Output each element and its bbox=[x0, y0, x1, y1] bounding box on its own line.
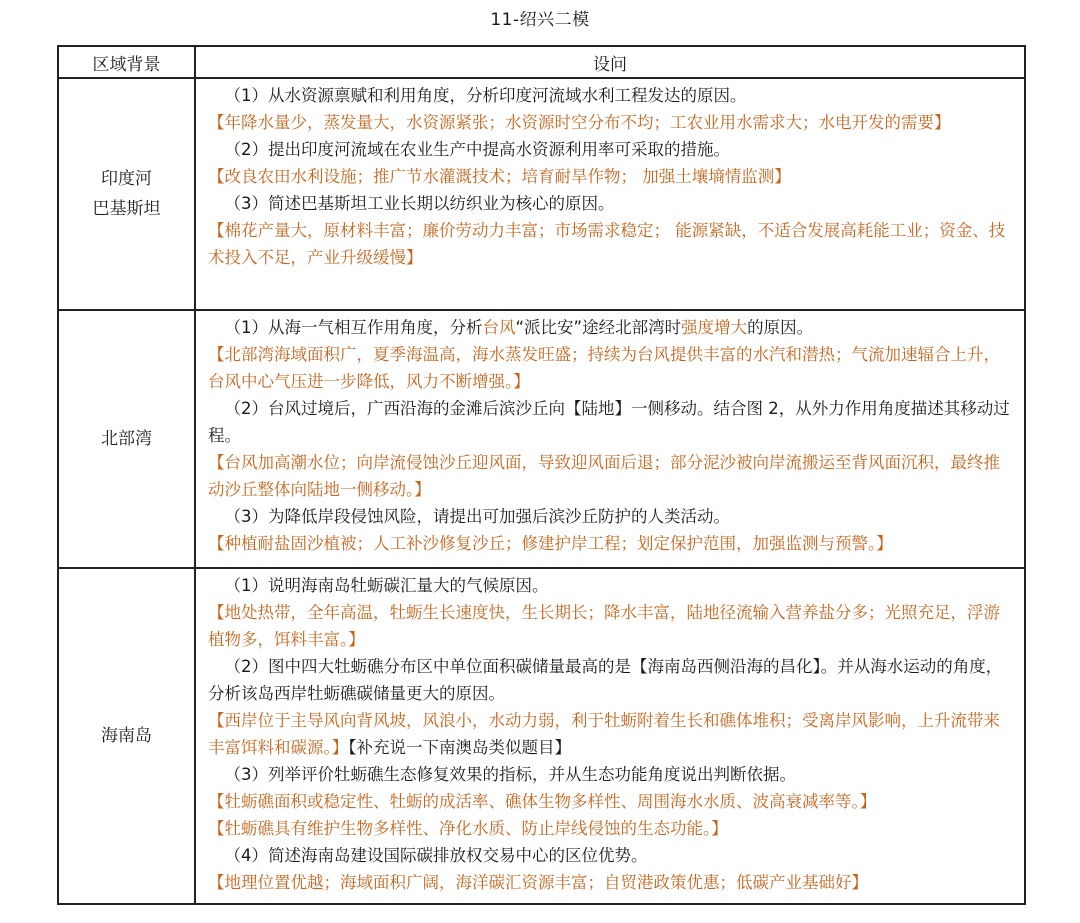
answer-text bbox=[208, 707, 1016, 761]
region-cell bbox=[58, 310, 195, 568]
answer-text: 【牡蛎礁面积或稳定性、牡蛎的成活率、礁体生物多样性、周围海水水质、波高衰减率等。】 bbox=[208, 792, 877, 811]
questions-cell bbox=[195, 310, 1025, 568]
highlight-intensity: 强度增大 bbox=[681, 318, 748, 337]
question-text: （1）说明海南岛牡蛎碳汇量大的气候原因。 bbox=[224, 576, 549, 595]
page-title: 11-绍兴二模 bbox=[490, 10, 590, 30]
answer-text: 【地处热带，全年高温，牡蛎生长速度快，生长期长；降水丰富，陆地径流输入营养盐分多；光照充足，浮游植物多，饵料丰富。】 bbox=[208, 603, 1000, 649]
region-cell bbox=[58, 568, 195, 904]
supplement-note: 【补充说一下南澳岛类似题目】 bbox=[348, 738, 571, 757]
answer-text: 【牡蛎礁具有维护生物多样性、净化水质、防止岸线侵蚀的生态功能。】 bbox=[208, 819, 728, 838]
region-cell bbox=[58, 78, 195, 310]
table-header-row bbox=[58, 46, 1025, 78]
table-row bbox=[58, 310, 1025, 568]
answer-text: 【台风加高潮水位；向岸流侵蚀沙丘迎风面，导致迎风面后退；部分泥沙被向岸流搬运至背风面沉积，最终推动沙丘整体向陆地一侧移动。】 bbox=[208, 453, 1000, 499]
question-text: （2）台风过境后，广西沿海的金滩后滨沙丘向【陆地】一侧移动。结合图 2，从外力作用角度描述其移动过程。 bbox=[208, 399, 1010, 445]
region-line: 巴基斯坦 bbox=[92, 199, 161, 219]
question-text: （2）图中四大牡蛎礁分布区中单位面积碳储量最高的是【海南岛西侧沿海的昌化】。并从海水运动的角度，分析该岛西岸牡蛎礁碳储量更大的原因。 bbox=[208, 657, 1003, 703]
table-row bbox=[58, 568, 1025, 904]
region-line: 海南岛 bbox=[101, 726, 152, 746]
answer-text: 【北部湾海域面积广，夏季海温高，海水蒸发旺盛；持续为台风提供丰富的水汽和潜热；气流加速辐合上升，台风中心气压进一步降低，风力不断增强。】 bbox=[208, 345, 1000, 391]
question-text-part: 的原因。 bbox=[747, 318, 814, 337]
question-text: （3）简述巴基斯坦工业长期以纺织业为核心的原因。 bbox=[224, 194, 615, 213]
header-questions: 设问 bbox=[195, 46, 1025, 78]
questions-cell bbox=[195, 568, 1025, 904]
table-row bbox=[58, 78, 1025, 310]
question-text: （1）从水资源禀赋和利用角度，分析印度河流域水利工程发达的原因。 bbox=[224, 86, 747, 105]
answer-text: 【地理位置优越；海域面积广阔，海洋碳汇资源丰富；自贸港政策优惠；低碳产业基础好】 bbox=[208, 873, 868, 892]
question-text: （2）提出印度河流域在农业生产中提高水资源利用率可采取的措施。 bbox=[224, 140, 730, 159]
answer-text: 【种植耐盐固沙植被；人工补沙修复沙丘；修建护岸工程；划定保护范围，加强监测与预警。】 bbox=[208, 534, 893, 553]
question-table bbox=[57, 45, 1026, 905]
question-text: （3）列举评价牡蛎礁生态修复效果的指标，并从生态功能角度说出判断依据。 bbox=[224, 765, 796, 784]
question-text-part: “派比安”途经北部湾时 bbox=[515, 318, 682, 337]
answer-text: 【年降水量少，蒸发量大，水资源紧张；水资源时空分布不均；工农业用水需求大；水电开发的需要】 bbox=[208, 113, 951, 132]
answer-text: 【棉花产量大，原材料丰富；廉价劳动力丰富；市场需求稳定； 能源紧缺，不适合发展高耗能工业；资金、技术投入不足，产业升级缓慢】 bbox=[208, 221, 1006, 267]
answer-text-part: 【西岸位于主导风向背风坡，风浪小，水动力弱，利于牡蛎附着生长和礁体堆积；受离岸风影响，上升流带来丰富饵料和碳源。】 bbox=[208, 711, 1000, 757]
highlight-typhoon: 台风 bbox=[482, 318, 516, 337]
answer-text: 【改良农田水利设施；推广节水灌溉技术；培育耐旱作物； 加强土壤墒情监测】 bbox=[208, 167, 791, 186]
question-text-part: （1）从海一气相互作用角度，分析 bbox=[224, 318, 483, 337]
region-line: 北部湾 bbox=[101, 429, 152, 449]
question-text bbox=[208, 314, 1016, 341]
region-line: 印度河 bbox=[101, 169, 152, 189]
question-text: （3）为降低岸段侵蚀风险，请提出可加强后滨沙丘防护的人类活动。 bbox=[224, 507, 730, 526]
question-text: （4）简述海南岛建设国际碳排放权交易中心的区位优势。 bbox=[224, 846, 648, 865]
header-region: 区域背景 bbox=[58, 46, 195, 78]
questions-cell bbox=[195, 78, 1025, 310]
